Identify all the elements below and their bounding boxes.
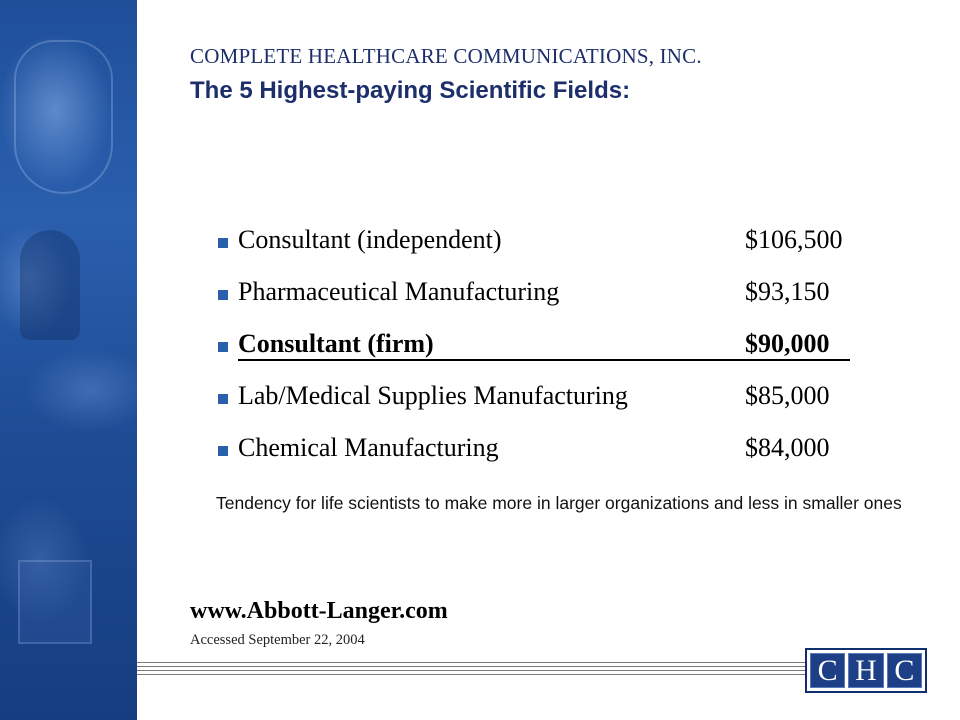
slide-title: The 5 Highest-paying Scientific Fields: [190, 77, 631, 104]
divider [137, 670, 805, 671]
bullet-square-icon [218, 394, 228, 404]
bullet-square-icon [218, 238, 228, 248]
decorative-photo-band [0, 0, 137, 720]
field-label: Consultant (firm) [238, 329, 434, 358]
logo-letter: C [810, 653, 845, 688]
field-salary: $106,500 [745, 225, 843, 254]
field-label: Lab/Medical Supplies Manufacturing [238, 381, 628, 410]
field-label: Pharmaceutical Manufacturing [238, 277, 560, 306]
logo-letter: C [887, 653, 922, 688]
field-salary: $85,000 [745, 381, 830, 410]
divider [137, 666, 805, 667]
flask-image [14, 40, 113, 194]
list-item [218, 381, 878, 433]
field-salary: $90,000 [745, 329, 830, 358]
list-item [218, 225, 878, 277]
list-item-highlighted [218, 329, 878, 381]
field-salary: $84,000 [745, 433, 830, 462]
company-name: COMPLETE HEALTHCARE COMMUNICATIONS, INC. [190, 44, 702, 68]
source-link[interactable]: www.Abbott-Langer.com [190, 598, 448, 624]
bullet-square-icon [218, 290, 228, 300]
logo-letter: H [848, 653, 883, 688]
scientist-image [20, 230, 80, 340]
field-label: Chemical Manufacturing [238, 433, 499, 462]
list-item [218, 277, 878, 329]
divider [137, 674, 805, 675]
field-label: Consultant (independent) [238, 225, 502, 254]
accessed-date: Accessed September 22, 2004 [190, 632, 365, 648]
highlight-underline [238, 359, 850, 361]
bullet-square-icon [218, 342, 228, 352]
footnote-text: Tendency for life scientists to make more in larger organizations and less in smaller ones [216, 493, 902, 513]
list-item [218, 433, 878, 485]
monitor-image [18, 560, 92, 644]
divider [137, 662, 805, 663]
chc-logo [805, 648, 927, 693]
bullet-square-icon [218, 446, 228, 456]
field-salary: $93,150 [745, 277, 830, 306]
fields-list [218, 225, 878, 485]
